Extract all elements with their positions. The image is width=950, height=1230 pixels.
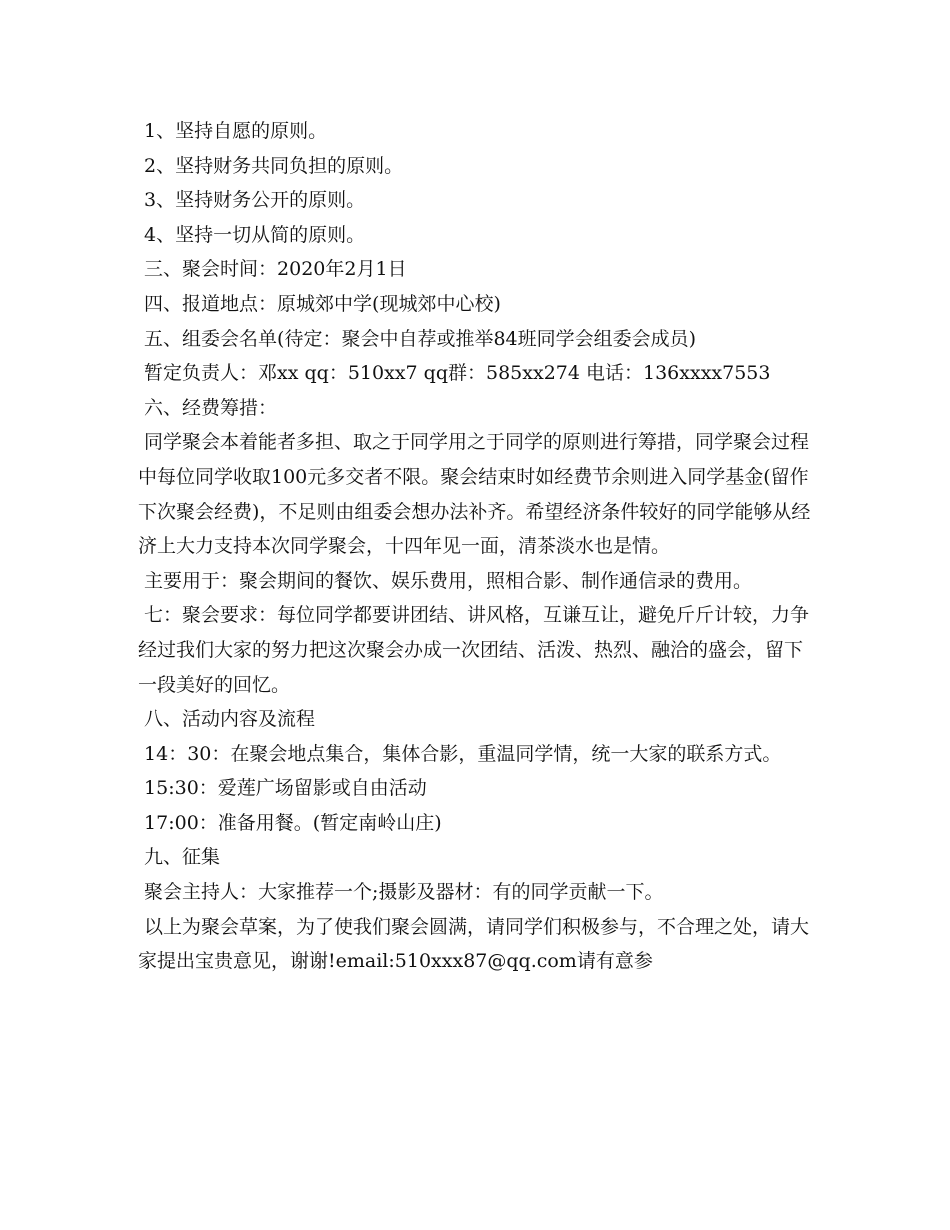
closing-paragraph: 以上为聚会草案，为了使我们聚会圆满，请同学们积极参与，不合理之处，请大家提出宝贵意见，谢谢!email:510xxx87@qq.com请有意参 (138, 915, 810, 973)
activity-1430: 14：30：在聚会地点集合，集体合影，重温同学情，统一大家的联系方式。 (138, 742, 782, 765)
section-location: 四、报道地点：原城郊中学(现城郊中心校) (138, 292, 501, 315)
funding-paragraph: 同学聚会本着能者多担、取之于同学用之于同学的原则进行筹措，同学聚会过程中每位同学收取100元多交者不限。聚会结束时如经费节余则进入同学基金(留作下次聚会经费)，不足则由组委会想办法补齐。希望经济条件较好的同学能够从经济上大力支持本次同学聚会，十四年见一面，清茶淡水也是情。 (138, 431, 811, 558)
principle-4: 4、坚持一切从简的原则。 (138, 223, 366, 246)
activity-1700: 17:00：准备用餐。(暂定南岭山庄) (138, 811, 442, 834)
principle-3: 3、坚持财务公开的原则。 (138, 189, 366, 212)
funding-usage: 主要用于：聚会期间的餐饮、娱乐费用，照相合影、制作通信录的费用。 (138, 569, 753, 592)
principle-2: 2、坚持财务共同负担的原则。 (138, 154, 404, 177)
collection-host: 聚会主持人：大家推荐一个;摄影及器材：有的同学贡献一下。 (138, 881, 664, 904)
section-committee: 五、组委会名单(待定：聚会中自荐或推举84班同学会组委会成员) (138, 327, 697, 350)
contact-line: 暂定负责人：邓xx qq：510xx7 qq群：585xx274 电话：136xxxx7553 (138, 362, 771, 385)
activity-1530: 15:30：爱莲广场留影或自由活动 (138, 777, 427, 800)
section-activities-heading: 八、活动内容及流程 (138, 708, 316, 731)
section-funding-heading: 六、经费筹措： (138, 396, 278, 419)
section-time: 三、聚会时间：2020年2月1日 (138, 258, 407, 281)
section-requirements: 七：聚会要求：每位同学都要讲团结、讲风格，互谦互让，避免斤斤计较，力争经过我们大家的努力把这次聚会办成一次团结、活泼、热烈、融洽的盛会，留下一段美好的回忆。 (138, 604, 810, 696)
principle-1: 1、坚持自愿的原则。 (138, 120, 328, 142)
document-body (138, 114, 818, 979)
section-collection-heading: 九、征集 (138, 846, 221, 869)
